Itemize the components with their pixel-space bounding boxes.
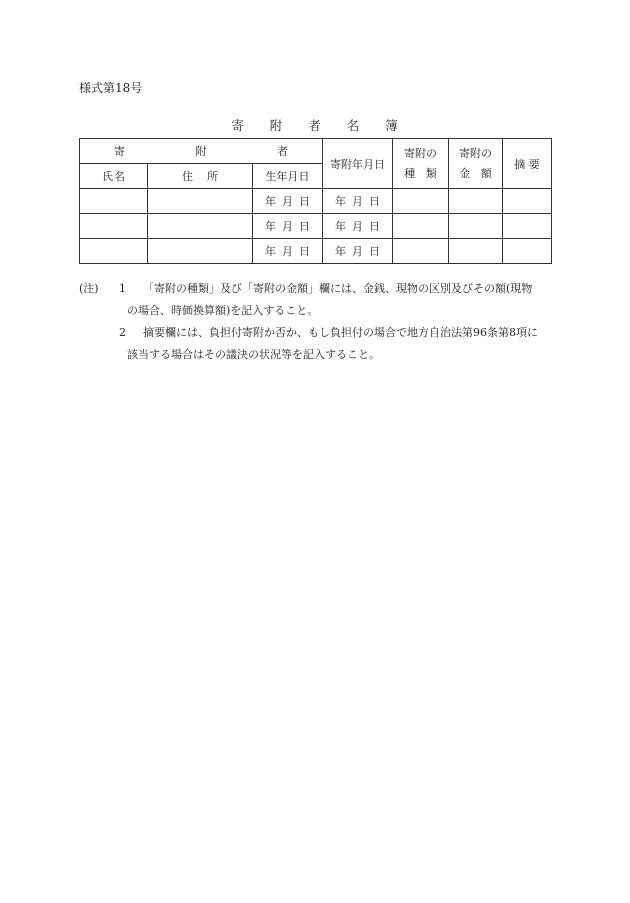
table-row <box>80 214 552 239</box>
note-line: 摘要欄には、負担付寄附か否か、もし負担付の場合で地方自治法第96条第8項に <box>143 326 538 339</box>
cell-address[interactable] <box>148 214 253 239</box>
cell-name[interactable] <box>80 189 148 214</box>
cell-amount[interactable] <box>449 214 503 239</box>
header-donor-char: 者 <box>277 145 288 158</box>
cell-address[interactable] <box>148 189 253 214</box>
note-number: 1 <box>119 282 126 295</box>
donor-registry-table <box>79 138 552 264</box>
header-name: 氏 名 <box>80 164 148 189</box>
cell-kind[interactable] <box>393 239 449 264</box>
header-donor-char: 寄 <box>114 145 125 158</box>
cell-amount[interactable] <box>449 189 503 214</box>
document-title <box>79 116 551 134</box>
note-line: 「寄附の種類」及び「寄附の金額」欄には、金銭、現物の区別及びその額(現物 <box>143 282 533 295</box>
note-item-2 <box>79 322 559 366</box>
table-row <box>80 189 552 214</box>
title-char: 名 <box>346 118 361 133</box>
header-address: 住 所 <box>148 164 253 189</box>
notes-label: (注) <box>79 282 99 295</box>
cell-name[interactable] <box>80 239 148 264</box>
note-number: 2 <box>119 326 126 339</box>
header-donor <box>80 139 323 164</box>
header-donor-char: 附 <box>195 145 207 158</box>
title-char: 簿 <box>385 118 399 133</box>
header-kind-line1: 寄附の <box>404 146 437 160</box>
header-birthdate: 生年月日 <box>253 164 323 189</box>
header-kind-line2: 種 類 <box>404 166 437 180</box>
cell-remarks[interactable] <box>503 189 552 214</box>
header-amount-line2: 金 額 <box>459 166 492 180</box>
cell-kind[interactable] <box>393 189 449 214</box>
title-char: 附 <box>269 118 284 133</box>
header-amount <box>449 139 503 189</box>
header-remarks: 摘 要 <box>503 139 552 189</box>
cell-remarks[interactable] <box>503 239 552 264</box>
header-amount-line1: 寄附の <box>459 146 492 160</box>
cell-birthdate[interactable]: 年 月 日 <box>253 189 323 214</box>
note-item-1 <box>79 278 559 322</box>
cell-birthdate[interactable]: 年 月 日 <box>253 214 323 239</box>
note-line: の場合、時価換算額)を記入すること。 <box>127 304 319 317</box>
cell-birthdate[interactable]: 年 月 日 <box>253 239 323 264</box>
cell-amount[interactable] <box>449 239 503 264</box>
cell-donation-date[interactable]: 年 月 日 <box>323 189 393 214</box>
header-donation-date: 寄附年月日 <box>323 139 393 189</box>
title-char: 者 <box>308 118 322 133</box>
table-row <box>80 239 552 264</box>
header-kind <box>393 139 449 189</box>
cell-donation-date[interactable]: 年 月 日 <box>323 214 393 239</box>
title-char: 寄 <box>231 118 245 133</box>
cell-kind[interactable] <box>393 214 449 239</box>
notes-section <box>79 278 559 366</box>
cell-donation-date[interactable]: 年 月 日 <box>323 239 393 264</box>
cell-name[interactable] <box>80 214 148 239</box>
form-number: 様式第18号 <box>79 81 143 95</box>
note-line: 該当する場合はその議決の状況等を記入すること。 <box>127 348 380 361</box>
cell-address[interactable] <box>148 239 253 264</box>
cell-remarks[interactable] <box>503 214 552 239</box>
